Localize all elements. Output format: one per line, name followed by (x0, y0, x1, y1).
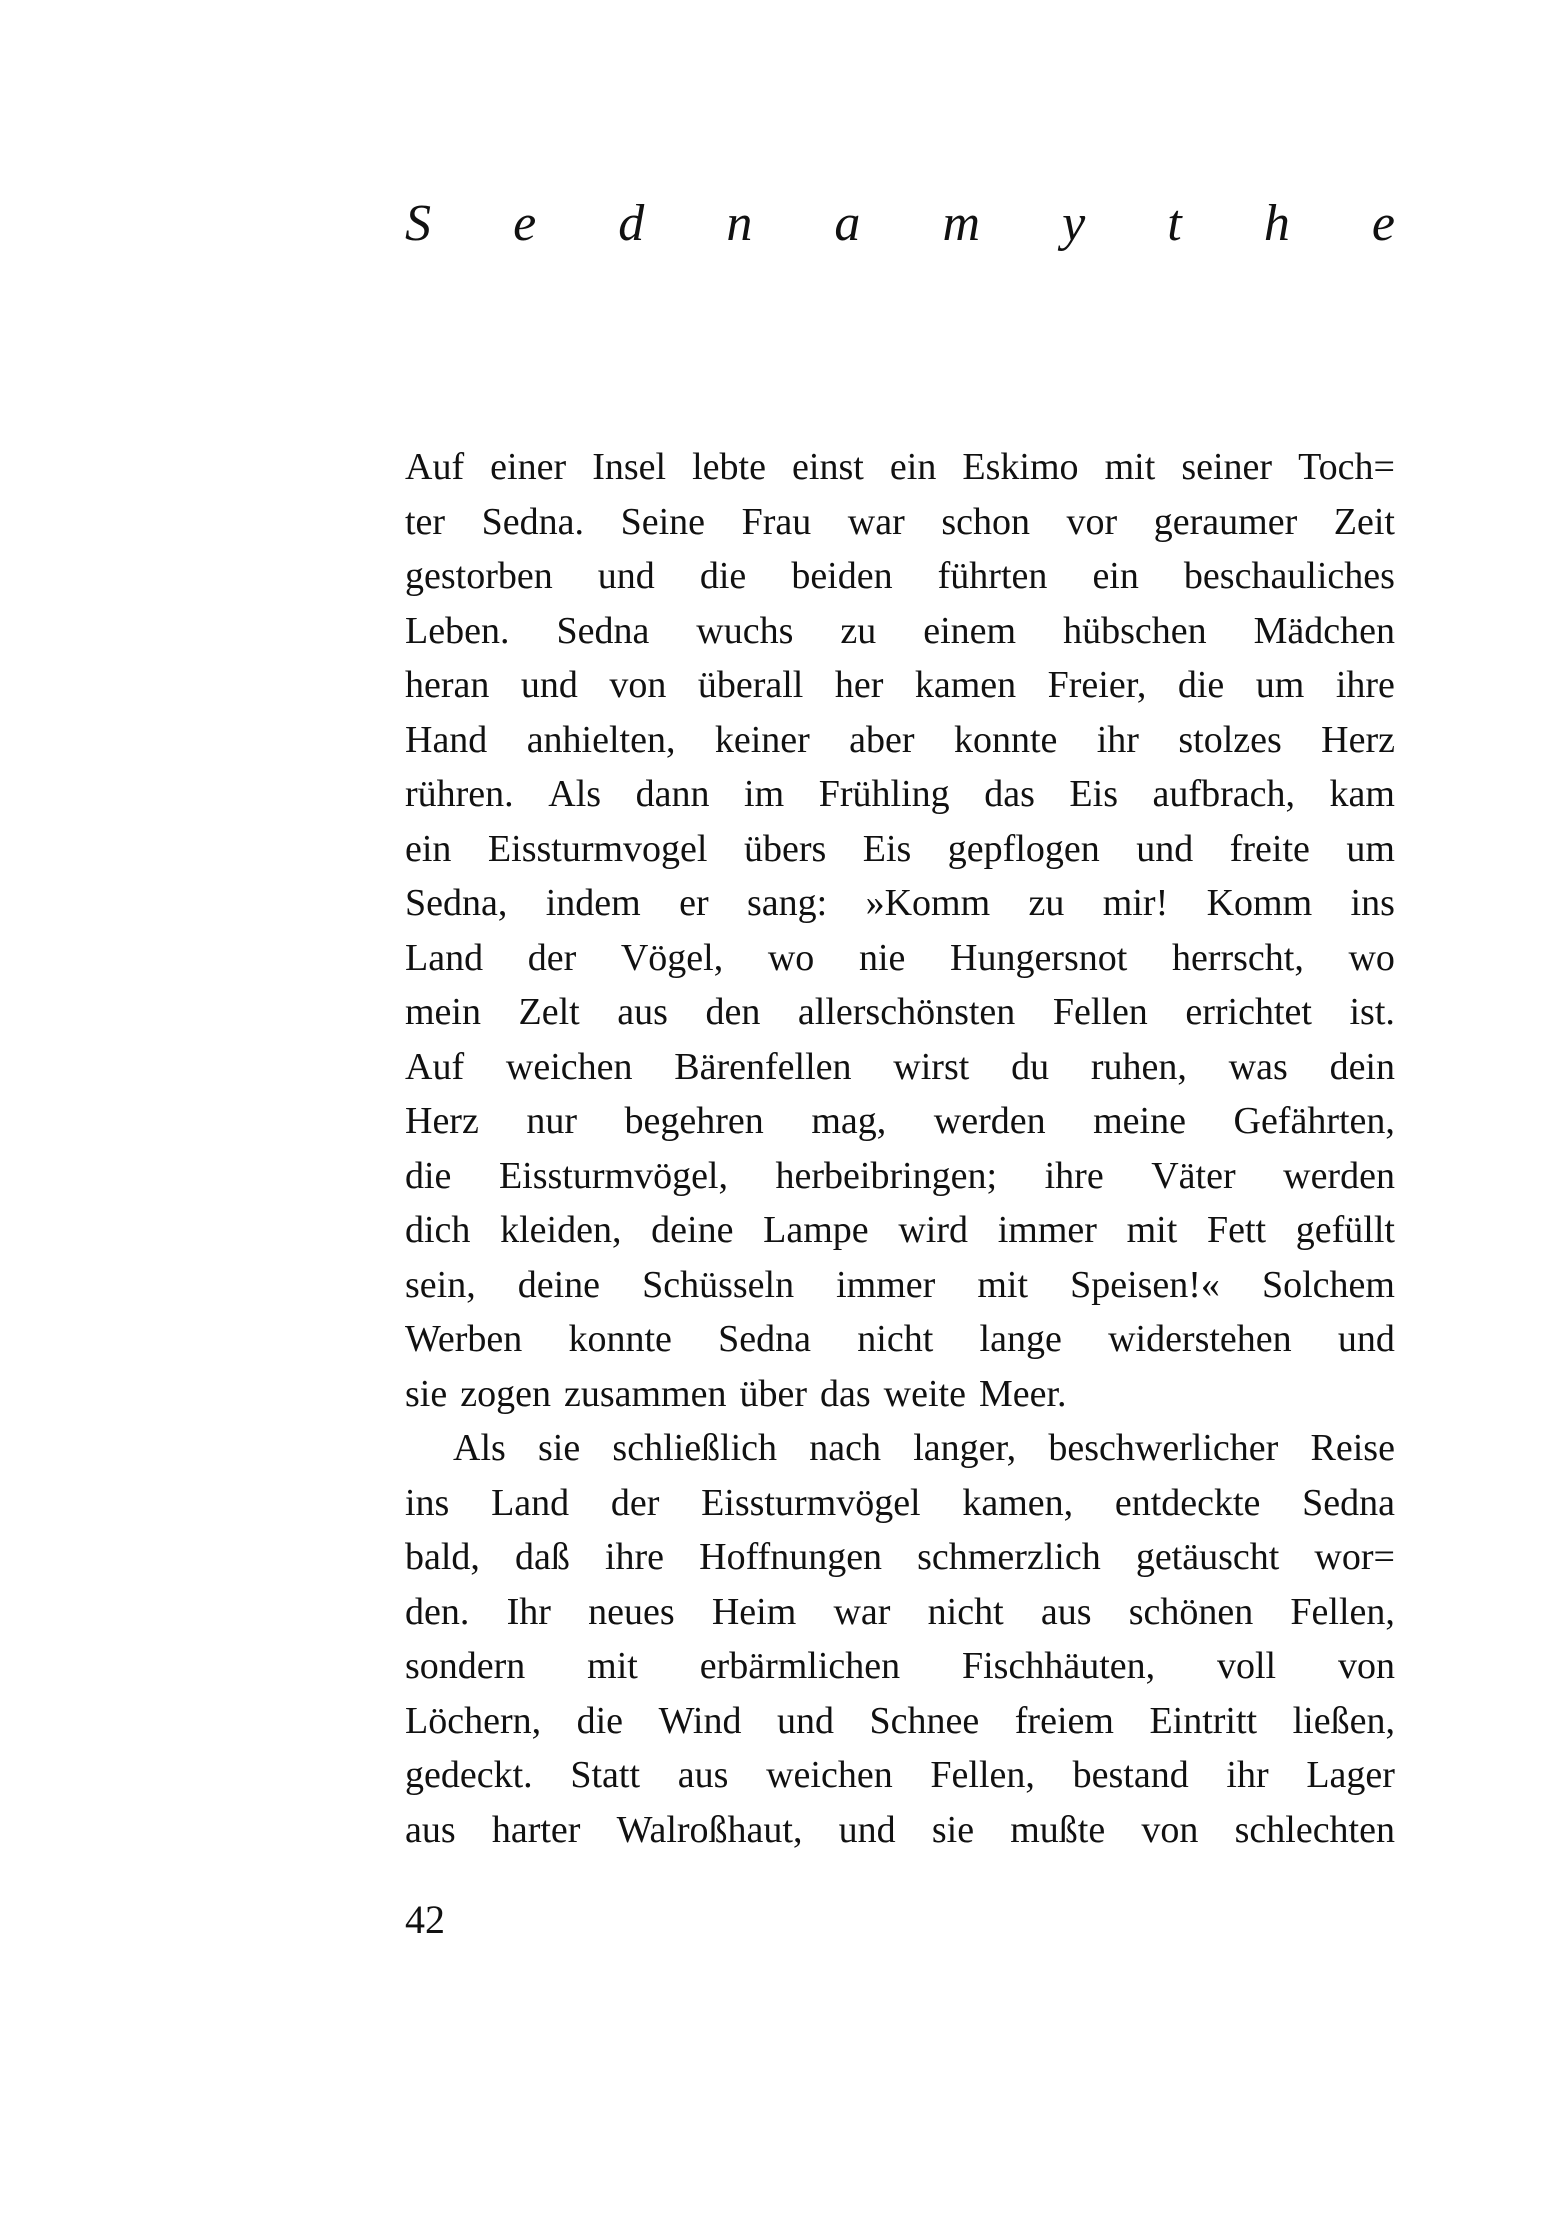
text-line: dich kleiden, deine Lampe wird immer mit Fett gefüllt (405, 1209, 1395, 1251)
text-line: heran und von überall her kamen Freier, die um ihre (405, 664, 1395, 706)
text-line: Sedna, indem er sang: »Komm zu mir! Komm ins (405, 882, 1395, 924)
text-line: sondern mit erbärmlichen Fischhäuten, voll von (405, 1645, 1395, 1687)
text-line: bald, daß ihre Hoffnungen schmerzlich getäuscht wor= (405, 1536, 1395, 1578)
text-line: aus harter Walroßhaut, und sie mußte von schlechten (405, 1808, 1395, 1851)
text-line: rühren. Als dann im Frühling das Eis aufbrach, kam (405, 773, 1395, 815)
chapter-title: S e d n a m y t h e (405, 195, 1395, 252)
text-line: ins Land der Eissturmvögel kamen, entdeckte Sedna (405, 1481, 1395, 1524)
text-line: ein Eissturmvogel übers Eis gepflogen und freite um (405, 827, 1395, 870)
text-line: sein, deine Schüsseln immer mit Speisen!« Solchem (405, 1263, 1395, 1306)
text-line: die Eissturmvögel, herbeibringen; ihre Väter werden (405, 1154, 1395, 1197)
text-line: Als sie schließlich nach langer, beschwerlicher Reise (453, 1427, 1395, 1469)
text-line: Hand anhielten, keiner aber konnte ihr stolzes Herz (405, 718, 1395, 761)
text-line: gestorben und die beiden führten ein beschauliches (405, 555, 1395, 597)
page-number: 42 (405, 1897, 445, 1942)
text-line: den. Ihr neues Heim war nicht aus schönen Fellen, (405, 1590, 1395, 1633)
text-line: Auf weichen Bärenfellen wirst du ruhen, was dein (405, 1045, 1395, 1088)
text-line: Land der Vögel, wo nie Hungersnot herrscht, wo (405, 936, 1395, 979)
body-text (405, 440, 1395, 1857)
text-line: Löchern, die Wind und Schnee freiem Eintritt ließen, (405, 1699, 1395, 1742)
text-line: gedeckt. Statt aus weichen Fellen, bestand ihr Lager (405, 1754, 1395, 1796)
text-line: mein Zelt aus den allerschönsten Fellen errichtet ist. (405, 991, 1395, 1033)
text-line: Werben konnte Sedna nicht lange widerstehen und (405, 1318, 1395, 1360)
text-line: sie zogen zusammen über das weite Meer. (405, 1372, 1067, 1415)
text-line: ter Sedna. Seine Frau war schon vor geraumer Zeit (405, 500, 1395, 543)
text-line: Leben. Sedna wuchs zu einem hübschen Mädchen (405, 609, 1395, 652)
text-line: Auf einer Insel lebte einst ein Eskimo mit seiner Toch= (405, 446, 1395, 488)
text-line: Herz nur begehren mag, werden meine Gefährten, (405, 1100, 1395, 1142)
